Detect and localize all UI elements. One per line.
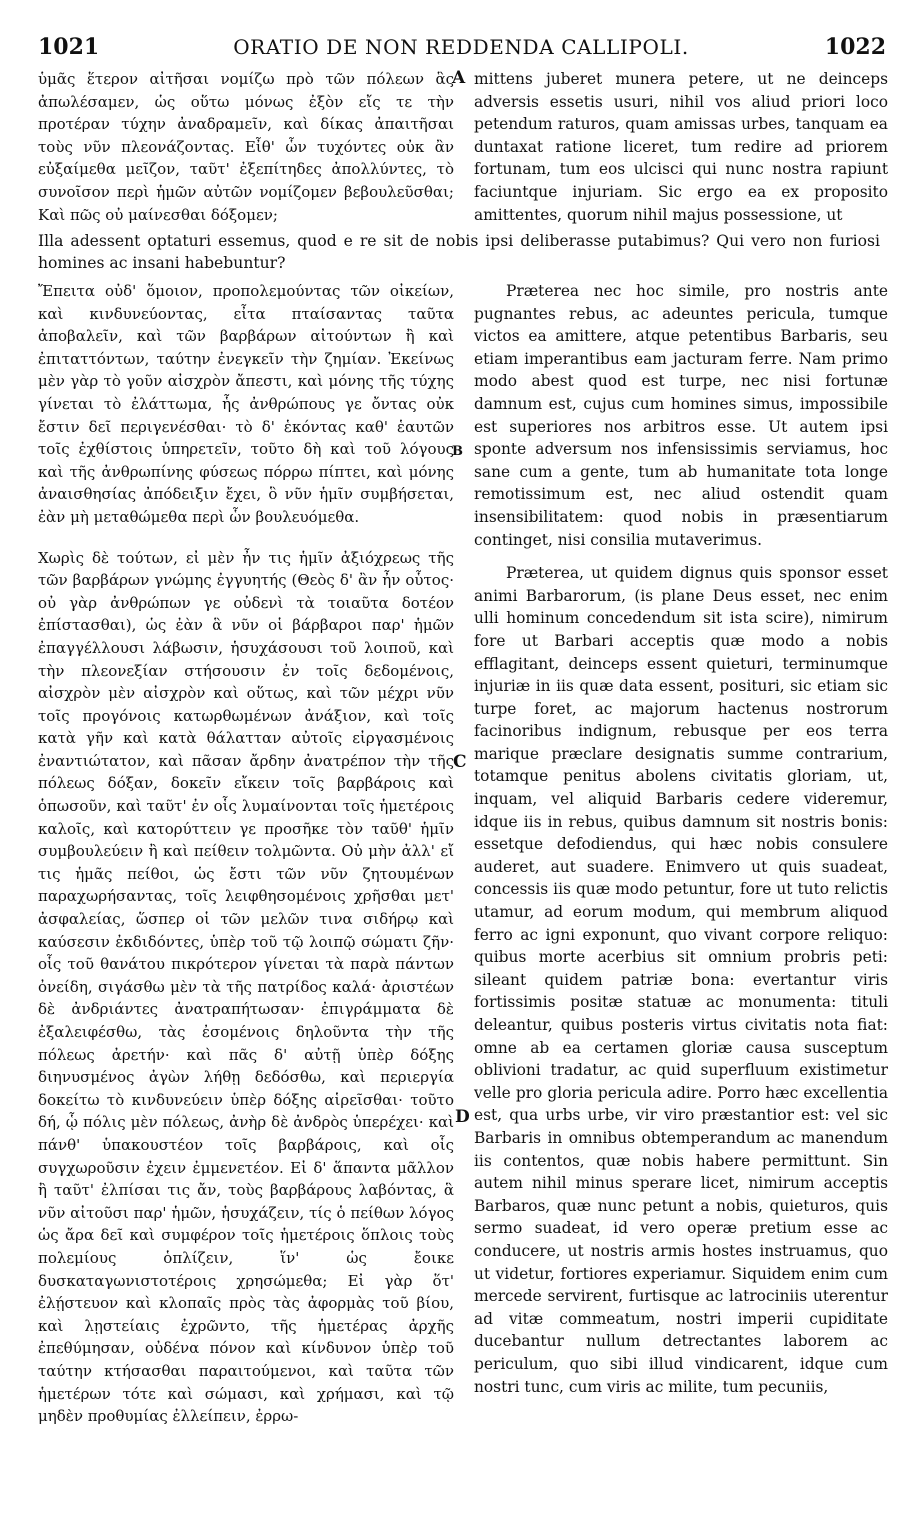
margin-letter-b: B: [452, 444, 463, 459]
greek-paragraph-3: Χωρὶς δὲ τούτων, εἰ μὲν ἦν τις ἡμῖν ἀξιόχρεως τῆς τῶν βαρβάρων γνώμης ἐγγυητής (Θεὸς δ' ἂν ἦν οὗτος· οὐ γὰρ ἀνθρώπων γε οὐδενὶ τὰ τοιαῦτα δοτέον ἐπίστασθαι), ὡς ἐὰν ἃ νῦν οἱ βάρβαροι παρ' ἡμῶν ἐπαγγέλλουσι λάβωσιν, ἡσυχάσουσι τοῦ λοιποῦ, καὶ τὴν πλεονεξίαν στήσουσιν ἐν τοῖς δεδομένοις, αἰσχρὸν μὲν αἰσχρὸν καὶ οὕτως, καὶ τῶν μέχρι νῦν τοῖς προγόνοις κατωρθωμένων ἀνάξιον, καὶ τοῖς κατὰ γῆν καὶ κατὰ θάλατταν αὐτοῖς εἰργασμένοις ἐναντιώτατον, καὶ πᾶσαν ἄρδην ἀνατρέπον τὴν τῆς πόλεως δόξαν, δοκεῖν εἴκειν τοῖς βαρβάροις καὶ ὁπωσοῦν, καὶ ταῦτ' ἐν οἷς λυμαίνονται τοῖς ἡμετέροις καλοῖς, καὶ κατορύττειν γε προσῆκε τὸν ταῦθ' ἡμῖν συμβουλεύειν ἢ καὶ πείθειν τολμῶντα. Οὐ μὴν ἀλλ' εἴ τις ἡμᾶς πείθοι, ὡς ἔστι τῶν νῦν ζητουμένων παραχωρήσαντας, τοῖς λειφθησομένοις χρῆσθαι μετ' ἀσφαλείας, ὥσπερ οἱ τῶν μελῶν τινα σιδήρῳ καὶ καύσεσιν ἐκδιδόντες, ὑπὲρ τοῦ τῷ λοιπῷ σώματι ζῆν· οἷς τοῦ θανάτου πικρότερον γίνεται τὰ παρὰ πάντων ὀνείδη, σιγάσθω μὲν τὰ τῆς πατρίδος καλά· ἀριστέων δὲ ἀνδριάντες ἀνατραπήτωσαν· ἐπιγράμματα δὲ ἐξαλειφέσθω, τὰς ἐσομένοις δηλοῦντα τὴν τῆς πόλεως ἀρετήν· καὶ πᾶς δ' αὐτῇ ὑπὲρ δόξης διηνυσμένος ἀγὼν λήθῃ δεδόσθω, καὶ περιεργία δοκείτω τὸ κινδυνεύειν ὑπὲρ δόξης αἱρεῖσθαι· τοῦτο δή, ᾧ πόλις μὲν πόλεως, ἀνὴρ δὲ ἀνδρὸς ὑπερέχει· καὶ πάνθ' ὑπακουστέον τοῖς βαρβάροις, καὶ οἷς συγχωροῦσιν ἐχειν ἐμμενετέον. Εἰ δ' ἅπαντα μᾶλλον ἢ ταῦτ' ἐλπίσαι τις ἄν, τοὺς βαρβάρους λαβόντας, ἃ νῦν αἰτοῦσι παρ' ἡμῶν, ἡσυχάζειν, τίς ὁ πείθων λόγος ὡς ἄρα δεῖ καὶ συμφέρον τοῖς ἡμετέροις ὅπλοις τοὺς πολεμίους ὁπλίζειν, ἵν' ὡς ἔοικε δυσκαταγωνιστοτέροις χρησώμεθα; Εἰ γὰρ ὅτ' ἐλῄστευον καὶ κλοπαῖς πρὸς τὰς ἀφορμὰς τοῦ βίου, καὶ λῃστείαις ἐχρῶντο, τῆς ἡμετέρας ἀρχῆς ἐπεθύμησαν, οὐδένα πόνον καὶ κίνδυνον ὑπὲρ τοῦ ταύτην κτήσασθαι παραιτούμενοι, καὶ ταῦτα τῶν ἡμετέρων τότε καὶ σώμασι, καὶ χρήμασι, καὶ τῷ μηδὲν προθυμίας ἐλλείπειν, ἐρρω-: [38, 548, 454, 1426]
latin-column-bottom: [474, 280, 888, 1398]
greek-paragraph-1: ὑμᾶς ἕτερον αἰτῆσαι νομίζω πρὸ τῶν πόλεων ἃς ἀπωλέσαμεν, ὡς οὕτω μόνως ἐξὸν εἴς τε τὴν προτέραν τύχην ἀναδραμεῖν, καὶ δίκας ἀπαιτῆσαι τοὺς νῦν πλεονάζοντας. Εἶθ' ὧν τυχόντες οὐκ ἂν εὐξαίμεθα μεῖζον, ταῦτ' ἐξεπίτηδες ἀπολλύντες, τὸ συνοῖσον περὶ ἡμῶν αὐτῶν νομίζομεν βεβουλεῦσθαι; Καὶ πῶς οὐ μαίνεσθαι δόξομεν;: [38, 70, 454, 224]
spanning-line-text: Illa adessent optaturi essemus, quod e re sit de nobis ipsi deliberasse putabimus? Qui vero non furiosi homines ac insani habebuntur?: [38, 232, 880, 272]
margin-letter-a: A: [452, 68, 466, 88]
margin-letter-d: D: [455, 1107, 470, 1127]
greek-column-top: [38, 68, 454, 226]
running-title: ORATIO DE NON REDDENDA CALLIPOLI.: [233, 35, 689, 59]
latin-column-top: [474, 68, 888, 226]
page-number-left: 1021: [38, 34, 100, 60]
page-header: [32, 34, 890, 64]
margin-letter-c: C: [453, 752, 467, 772]
greek-paragraph-2: Ἔπειτα οὐδ' ὅμοιον, προπολεμούντας τῶν οἰκείων, καὶ κινδυνεύοντας, εἶτα πταίσαντας ταῦτα ἀποβαλεῖν, καὶ τῶν βαρβάρων αἰτούντων ἢ καὶ ἐπιταττόντων, ταύτην ἐνεγκεῖν τὴν ζημίαν. Ἐκείνως μὲν γὰρ τὸ γοῦν αἰσχρὸν ἄπεστι, καὶ μόνης τῆς τύχης γίνεται τὸ ἐλάττωμα, ἧς ἀνθρώπους γε ὄντας οὐκ ἔστιν δεῖ περιγενέσθαι· τὸ δ' ἑκόντας καθ' ἑαυτῶν τοῖς ἐχθίστοις ὑπηρετεῖν, τοῦτο δὴ καὶ τοῦ λόγους καὶ τῆς ἀνθρωπίνης φύσεως πόρρω πίπτει, καὶ μόνης ἀναισθησίας ἀπόδειξιν ἔχει, ὃ νῦν ἡμῖν συμβήσεται, ἐὰν μὴ μεταθώμεθα περὶ ὧν βουλευόμεθα.: [38, 282, 454, 526]
spanning-latin-line: [38, 230, 880, 274]
latin-paragraph-1: mittens juberet munera petere, ut ne deinceps adversis essetis usuri, nihil vos aliud priori loco petendum raturos, quam amissas urbes, tanquam ea duntaxat ratione liceret, tum redire ad priorem fortunam, tum eos ulcisci qui nunc nostra rapiunt faciuntque injuriam. Sic ergo ea ex proposito amittentes, quorum nihil majus possessione, ut: [474, 70, 888, 224]
greek-column-bottom: [38, 280, 454, 1428]
page-number-right: 1022: [824, 34, 886, 60]
latin-paragraph-3: Præterea, ut quidem dignus quis sponsor esset animi Barbarorum, (is plane Deus esset, nec enim ulli hominum concedendum sit ista scire), nimirum fore ut Barbari acceptis quæ modo a nobis efflagitant, deinceps essent quieturi, terminumque injuriæ in iis quæ data essent, posituri, sic etiam sic turpe foret, ac majorum hactenus nostrorum facinoribus indignum, rebusque per eos terra marique præclare designatis summe contrarium, totamque penitus abolens civitatis gloriam, ut, inquam, vel aliquid Barbaris cedere videremur, idque iis in rebus, quibus damnum sit nostris bonis: essetque defodiendus, qui hæc nobis consulere auderet, aut suadere. Enimvero ut quis suadeat, concessis iis quæ modo petuntur, fore ut tuto relictis utamur, ad eorum modum, qui membrum aliquod ferro ac igni exponunt, quo vivant corpore reliquo: quibus morte acerbius sit omnium probris peti: sileant quidem patriæ bona: evertantur viris fortissimis positæ statuæ ac monumenta: tituli deleantur, quibus posteris virtus civitatis nota fiat: omne ab ea certamen gloriæ causa susceptum oblivioni tradatur, ac quid superfluum existimetur velle pro gloria pericula adire. Porro hæc excellentia est, qua urbs urbe, vir viro præstantior est: vel sic Barbaris in omnibus obtemperandum ac manendum iis contentos, quæ nobis habere permittunt. Sin autem nihil minus sperare licet, nimirum acceptis Barbaros, quæ nunc petunt a nobis, quieturos, quis sermo suadeat, id vero operæ pretium esse ac conducere, ut nostris armis hostes instruamus, quo ut videtur, fortiores experiamur. Siquidem enim cum mercede servirent, furtisque ac latrociniis uterentur ad vitæ commeatum, nostri imperii cupiditate ducebantur nullum detrectantes laborem ac periculum, quo sibi illud vindicarent, idque cum nostri tunc, cum viris ac milite, tum pecuniis,: [474, 564, 888, 1396]
latin-paragraph-2: Præterea nec hoc simile, pro nostris ante pugnantes rebus, ac adeuntes pericula, tumque victos ea amittere, atque petentibus Barbaris, seu etiam imperantibus eam jacturam ferre. Nam primo modo abest quod est turpe, nec nisi fortunæ damnum est, cujus cum homines simus, impossibile est superiores nos arbitros esse. Ut autem ipsi sponte adversum nos infensissimis serviamus, hoc sane cum a gente, tum ab humanitate tota longe remotissimum est, nec aliud ostendit quam insensibilitatem: quod nobis in præsentiarum continget, nisi consilia mutaverimus.: [474, 282, 888, 549]
